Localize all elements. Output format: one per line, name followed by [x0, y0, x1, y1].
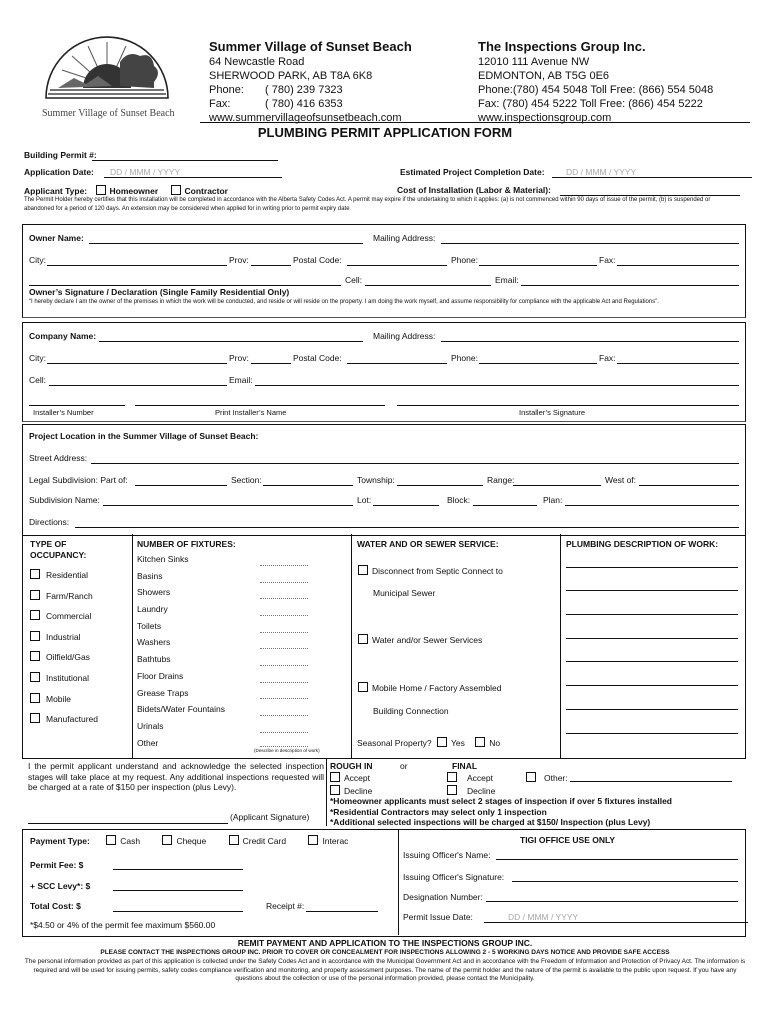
logo-caption: Summer Village of Sunset Beach	[42, 108, 175, 119]
contractor-checkbox[interactable]	[171, 185, 181, 195]
contractor-label: Contractor	[184, 186, 228, 196]
scc-levy-label: + SCC Levy*: $	[30, 881, 91, 891]
other-inspection-input[interactable]	[570, 781, 732, 782]
company-name-input[interactable]	[99, 341, 363, 342]
section-input[interactable]	[263, 485, 353, 486]
occupancy-list	[30, 569, 98, 734]
occupancy-divider	[132, 534, 133, 758]
company-email-input[interactable]	[255, 385, 739, 386]
village-website[interactable]: www.summervillageofsunsetbeach.com	[209, 112, 402, 124]
inspection-notes	[330, 796, 672, 828]
township-label: Township:	[357, 475, 395, 485]
legal-part-input[interactable]	[135, 485, 227, 486]
installer-print-name-label: Print Installer’s Name	[215, 408, 287, 417]
permit-fee-label: Permit Fee: $	[30, 860, 84, 870]
directions-label: Directions:	[29, 517, 70, 527]
other-inspection-option[interactable]: Other:	[526, 772, 568, 783]
company-mailing-input[interactable]	[441, 341, 739, 342]
inspection-note-contractor: *Residential Contractors may select only 1 inspection	[330, 806, 547, 817]
fixtures-heading: NUMBER OF FIXTURES:	[137, 539, 236, 549]
water-sewer-heading: WATER AND OR SEWER SERVICE:	[357, 539, 499, 549]
disconnect-septic-option[interactable]: Disconnect from Septic Connect to	[358, 565, 503, 576]
owner-cell-label: Cell:	[345, 275, 363, 285]
occupancy-oilfield-gas[interactable]: Oilfield/Gas	[30, 651, 98, 672]
company-prov-label: Prov:	[229, 353, 249, 363]
disconnect-septic-checkbox[interactable]	[358, 565, 368, 575]
industrial-checkbox[interactable]	[30, 631, 40, 641]
seasonal-no-checkbox[interactable]	[475, 737, 485, 747]
other-fixture-note: (Describe in description of work)	[254, 748, 320, 753]
installer-signature-label: Installer’s Signature	[519, 408, 586, 417]
village-header	[209, 38, 412, 125]
owner-name-input[interactable]	[89, 243, 363, 244]
section-label: Section:	[231, 475, 262, 485]
owner-prov-label: Prov:	[229, 255, 249, 265]
residential-checkbox[interactable]	[30, 569, 40, 579]
remit-instruction: REMIT PAYMENT AND APPLICATION TO THE INSPECTIONS GROUP INC.	[237, 938, 533, 948]
mobile-checkbox[interactable]	[30, 693, 40, 703]
other-inspection-checkbox[interactable]	[526, 772, 536, 782]
interac-checkbox[interactable]	[308, 835, 318, 845]
building-connection-label: Building Connection	[373, 706, 449, 716]
project-location-heading: Project Location in the Summer Village of Sunset Beach:	[29, 431, 259, 441]
directions-input[interactable]	[75, 527, 739, 528]
designation-label: Designation Number:	[403, 892, 483, 902]
inspections-city: EDMONTON, AB T5G 0E6	[478, 70, 610, 82]
permit-notice: The Permit Holder hereby certifies that this installation will be completed in accordance with the Alberta Safety Codes Act. A permit may expire if the undertaking to which it applies: (a) is not commenced within 90 days of issue of the permit, (b) is suspended or abandoned for a period of 120 days. An extension may be considered when applied for in writing prior to permit expiry date	[24, 197, 711, 212]
completion-date-input[interactable]: DD / MMM / YYYY	[552, 167, 752, 178]
owner-mailing-label: Mailing Address:	[373, 233, 436, 243]
rough-accept-checkbox[interactable]	[330, 772, 340, 782]
credit-card-checkbox[interactable]	[229, 835, 239, 845]
company-postal-label: Postal Code:	[293, 353, 342, 363]
owner-city-input[interactable]	[47, 265, 227, 266]
cheque-checkbox[interactable]	[162, 835, 172, 845]
final-heading: FINAL	[452, 761, 478, 771]
inspections-website[interactable]: www.inspectionsgroup.com	[478, 112, 612, 124]
other-count[interactable]	[260, 746, 308, 747]
water-sewer-services-option[interactable]: Water and/or Sewer Services	[358, 634, 482, 645]
west-of-input[interactable]	[639, 485, 739, 486]
description-line-1[interactable]	[566, 567, 738, 568]
company-fax-label: Fax:	[599, 353, 616, 363]
showers-count[interactable]	[260, 598, 308, 599]
subdivision-name-input[interactable]	[103, 505, 353, 506]
owner-mailing-input[interactable]	[441, 243, 739, 244]
description-line-4[interactable]	[566, 638, 738, 639]
occupancy-residential[interactable]: Residential	[30, 569, 98, 590]
fixture-bathtubs: Bathtubs	[137, 654, 171, 665]
seasonal-yes-checkbox[interactable]	[437, 737, 447, 747]
occupancy-institutional[interactable]: Institutional	[30, 672, 98, 693]
receipt-input[interactable]	[306, 911, 378, 912]
occupancy-heading: TYPE OF OCCUPANCY:	[30, 539, 87, 560]
occupancy-industrial[interactable]: Industrial	[30, 631, 98, 652]
form-title: PLUMBING PERMIT APPLICATION FORM	[257, 125, 513, 140]
ack-divider	[326, 758, 327, 826]
company-fax-input[interactable]	[617, 363, 739, 364]
inspections-fax: Fax: (780) 454 5222 Toll Free: (866) 454 5222	[478, 98, 703, 110]
block-label: Block:	[447, 495, 471, 505]
range-input[interactable]	[513, 485, 601, 486]
institutional-checkbox[interactable]	[30, 672, 40, 682]
officer-signature-input[interactable]	[512, 881, 738, 882]
levy-note: *$4.50 or 4% of the permit fee maximum $560.00	[30, 920, 216, 930]
total-cost-label: Total Cost: $	[30, 901, 81, 911]
building-permit-label: Building Permit #:	[24, 150, 97, 160]
village-fax: Fax: ( 780) 416 6353	[209, 98, 343, 110]
manufactured-checkbox[interactable]	[30, 713, 40, 723]
fixtures-divider	[351, 534, 352, 758]
contact-instruction: PLEASE CONTACT THE INSPECTIONS GROUP INC. PRIOR TO COVER OR CONCEALMENT FOR INSPECTIONS ALLOWING 2 - 5 WORKING DAYS NOTICE AND PROVIDE SAFE ACCESS	[100, 949, 670, 956]
west-of-label: West of:	[605, 475, 637, 485]
owner-declaration-text: “I hereby declare I am the owner of the premises in which the work will be conducted, and reside or will reside on the property. I am doing the work myself, and assume responsibility for compliance with the applicable Act and Regulations”.	[29, 299, 659, 305]
permit-issue-date-label: Permit Issue Date:	[403, 912, 473, 922]
owner-email-label: Email:	[495, 275, 519, 285]
plan-input[interactable]	[565, 505, 739, 506]
water-divider	[560, 534, 561, 758]
description-line-5[interactable]	[566, 661, 738, 662]
oilfield-gas-checkbox[interactable]	[30, 651, 40, 661]
completion-date-label: Estimated Project Completion Date:	[400, 167, 545, 177]
township-input[interactable]	[397, 485, 483, 486]
mobile-home-option[interactable]: Mobile Home / Factory Assembled	[358, 682, 501, 693]
homeowner-checkbox[interactable]	[96, 185, 106, 195]
company-mailing-label: Mailing Address:	[373, 331, 436, 341]
owner-fax-label: Fax:	[599, 255, 616, 265]
owner-email-input[interactable]	[521, 285, 739, 286]
applicant-signature-label: (Applicant Signature)	[230, 812, 310, 822]
fixture-floor-drains: Floor Drains	[137, 670, 184, 681]
washers-count[interactable]	[260, 648, 308, 649]
bathtubs-count[interactable]	[260, 665, 308, 666]
mobile-home-checkbox[interactable]	[358, 682, 368, 692]
occupancy-farm-ranch[interactable]: Farm/Ranch	[30, 590, 98, 611]
kitchen-sinks-count[interactable]	[260, 565, 308, 566]
company-cell-label: Cell:	[29, 375, 47, 385]
description-line-7[interactable]	[566, 709, 738, 710]
description-line-6[interactable]	[566, 685, 738, 686]
inspection-note-homeowner: *Homeowner applicants must select 2 stages of inspection if over 5 fixtures installed	[330, 796, 672, 806]
final-decline-option[interactable]: Decline	[447, 785, 495, 796]
application-date-label: Application Date:	[24, 167, 94, 177]
payment-divider	[398, 829, 399, 935]
farm-ranch-checkbox[interactable]	[30, 590, 40, 600]
village-name: Summer Village of Sunset Beach	[209, 39, 412, 54]
building-permit-input[interactable]	[92, 160, 278, 161]
bidets-count[interactable]	[260, 715, 308, 716]
receipt-label: Receipt #:	[266, 901, 305, 911]
installer-print-name-input[interactable]	[135, 405, 385, 406]
company-phone-label: Phone:	[451, 353, 478, 363]
sunset-logo-graphic	[28, 26, 186, 104]
or-label: or	[400, 761, 408, 771]
owner-phone-label: Phone:	[451, 255, 478, 265]
description-line-3[interactable]	[566, 614, 738, 615]
basins-count[interactable]	[260, 582, 308, 583]
occupancy-commercial[interactable]: Commercial	[30, 610, 98, 631]
range-label: Range:	[487, 475, 515, 485]
company-prov-input[interactable]	[251, 363, 291, 364]
commercial-checkbox[interactable]	[30, 610, 40, 620]
installer-number-input[interactable]	[29, 405, 125, 406]
acknowledgement-text: I the permit applicant understand and acknowledge the selected inspection stages will take place at my request. Any additional inspections requested will be charged at a rate of $150 per inspection (plus Levy).	[28, 761, 324, 792]
description-heading: PLUMBING DESCRIPTION OF WORK:	[566, 539, 719, 549]
owner-section	[22, 224, 746, 318]
company-postal-input[interactable]	[347, 363, 447, 364]
permit-fee-input[interactable]	[113, 869, 243, 870]
payment-type-row: Payment Type: Cash Cheque Credit Card Interac	[30, 836, 349, 846]
owner-cell-input[interactable]	[365, 285, 491, 286]
owner-signature-heading: Owner’s Signature / Declaration (Single Family Residential Only)	[29, 287, 290, 297]
cost-label: Cost of Installation (Labor & Material):	[397, 185, 551, 195]
office-use-heading: TIGI OFFICE USE ONLY	[520, 835, 616, 845]
fixture-toilets: Toilets	[137, 620, 162, 631]
fixture-basins: Basins	[137, 570, 163, 581]
fixture-bidets-fountains: Bidets/Water Fountains	[137, 704, 226, 715]
village-address: 64 Newcastle Road	[209, 56, 305, 68]
privacy-statement: The personal information provided as part of this application is collected under the Safety Codes Act and in accordance with the Municipal Government Act and in accordance with the Freedom of Information and Protection of Privacy Act. The information is required and will be used for issuing permits, safety codes compliance verification and monitoring, and property assessment purposes. The name of the permit holder and the nature of the permit is available to the public upon request. If you have any questions about the collection or use of the personal information provided, please contact the Municipality.	[24, 958, 746, 983]
inspections-name: The Inspections Group Inc.	[478, 39, 646, 54]
company-city-input[interactable]	[47, 363, 227, 364]
designation-input[interactable]	[486, 901, 738, 902]
header-rule	[200, 122, 750, 123]
company-cell-input[interactable]	[49, 385, 227, 386]
owner-prov-input[interactable]	[251, 265, 291, 266]
inspections-address: 12010 111 Avenue NW	[478, 56, 590, 68]
applicant-type: Applicant Type: Homeowner Contractor	[24, 186, 228, 196]
final-decline-checkbox[interactable]	[447, 785, 457, 795]
final-accept-checkbox[interactable]	[447, 772, 457, 782]
officer-name-input[interactable]	[496, 859, 738, 860]
company-email-label: Email:	[229, 375, 253, 385]
owner-phone-input[interactable]	[479, 265, 597, 266]
floor-drains-count[interactable]	[260, 682, 308, 683]
rough-decline-option[interactable]: Decline	[330, 785, 372, 796]
company-name-label: Company Name:	[29, 331, 97, 341]
village-phone: Phone: ( 780) 239 7323	[209, 84, 343, 96]
urinals-count[interactable]	[260, 732, 308, 733]
project-location-section	[22, 424, 746, 536]
water-sewer-checkbox[interactable]	[358, 634, 368, 644]
permit-issue-date-input[interactable]: DD / MMM / YYYY	[484, 912, 748, 923]
municipal-sewer-label: Municipal Sewer	[373, 588, 436, 598]
final-accept-option[interactable]: Accept	[447, 772, 493, 783]
inspections-header	[478, 38, 713, 125]
description-line-2[interactable]	[566, 590, 738, 591]
legal-subdivision-label: Legal Subdivision: Part of:	[29, 475, 128, 485]
installer-signature-input[interactable]	[397, 405, 739, 406]
lot-input[interactable]	[373, 505, 439, 506]
village-logo	[28, 26, 186, 124]
owner-city-label: City:	[29, 255, 46, 265]
occupancy-manufactured[interactable]: Manufactured	[30, 713, 98, 734]
owner-name-label: Owner Name:	[29, 233, 84, 243]
plan-label: Plan:	[543, 495, 563, 505]
owner-fax-input[interactable]	[617, 265, 739, 266]
village-city: SHERWOOD PARK, AB T8A 6K8	[209, 70, 373, 82]
grease-traps-count[interactable]	[260, 698, 308, 699]
scc-levy-input[interactable]	[113, 890, 243, 891]
total-cost-input[interactable]	[113, 911, 243, 912]
cash-checkbox[interactable]	[106, 835, 116, 845]
inspection-note-additional: *Additional selected inspections will be charged at $150/ Inspection (plus Levy)	[330, 817, 651, 827]
fixture-laundry: Laundry	[137, 604, 168, 615]
officer-signature-label: Issuing Officer's Signature:	[403, 872, 505, 882]
subdivision-name-label: Subdivision Name:	[29, 495, 100, 505]
owner-postal-label: Postal Code:	[293, 255, 342, 265]
fixture-grease-traps: Grease Traps	[137, 687, 189, 698]
toilets-count[interactable]	[260, 632, 308, 633]
company-section	[22, 322, 746, 422]
fixture-other: Other	[137, 737, 159, 748]
fixture-urinals: Urinals	[137, 720, 164, 731]
installer-number-label: Installer’s Number	[33, 408, 94, 417]
fixture-washers: Washers	[137, 637, 171, 648]
company-city-label: City:	[29, 353, 46, 363]
block-input[interactable]	[473, 505, 537, 506]
applicant-signature-input[interactable]	[28, 823, 228, 824]
application-date-input[interactable]: DD / MMM / YYYY	[104, 167, 282, 178]
officer-name-label: Issuing Officer's Name:	[403, 850, 491, 860]
inspections-phone: Phone:(780) 454 5048 Toll Free: (866) 554 5048	[478, 84, 714, 96]
lot-label: Lot:	[357, 495, 372, 505]
fixtures-list	[137, 554, 225, 754]
street-address-label: Street Address:	[29, 453, 88, 463]
homeowner-label: Homeowner	[109, 186, 159, 196]
owner-postal-input[interactable]	[347, 265, 447, 266]
rough-in-heading: ROUGH IN	[330, 761, 373, 771]
street-address-input[interactable]	[91, 463, 739, 464]
occupancy-mobile[interactable]: Mobile	[30, 693, 98, 714]
company-phone-input[interactable]	[479, 363, 597, 364]
rough-decline-checkbox[interactable]	[330, 785, 340, 795]
fixture-kitchen-sinks: Kitchen Sinks	[137, 554, 189, 564]
rough-accept-option[interactable]: Accept	[330, 772, 370, 783]
owner-extra-input[interactable]	[29, 285, 341, 286]
fixture-showers: Showers	[137, 587, 171, 598]
seasonal-property: Seasonal Property? Yes No	[357, 738, 501, 748]
description-line-8[interactable]	[566, 733, 738, 734]
laundry-count[interactable]	[260, 615, 308, 616]
